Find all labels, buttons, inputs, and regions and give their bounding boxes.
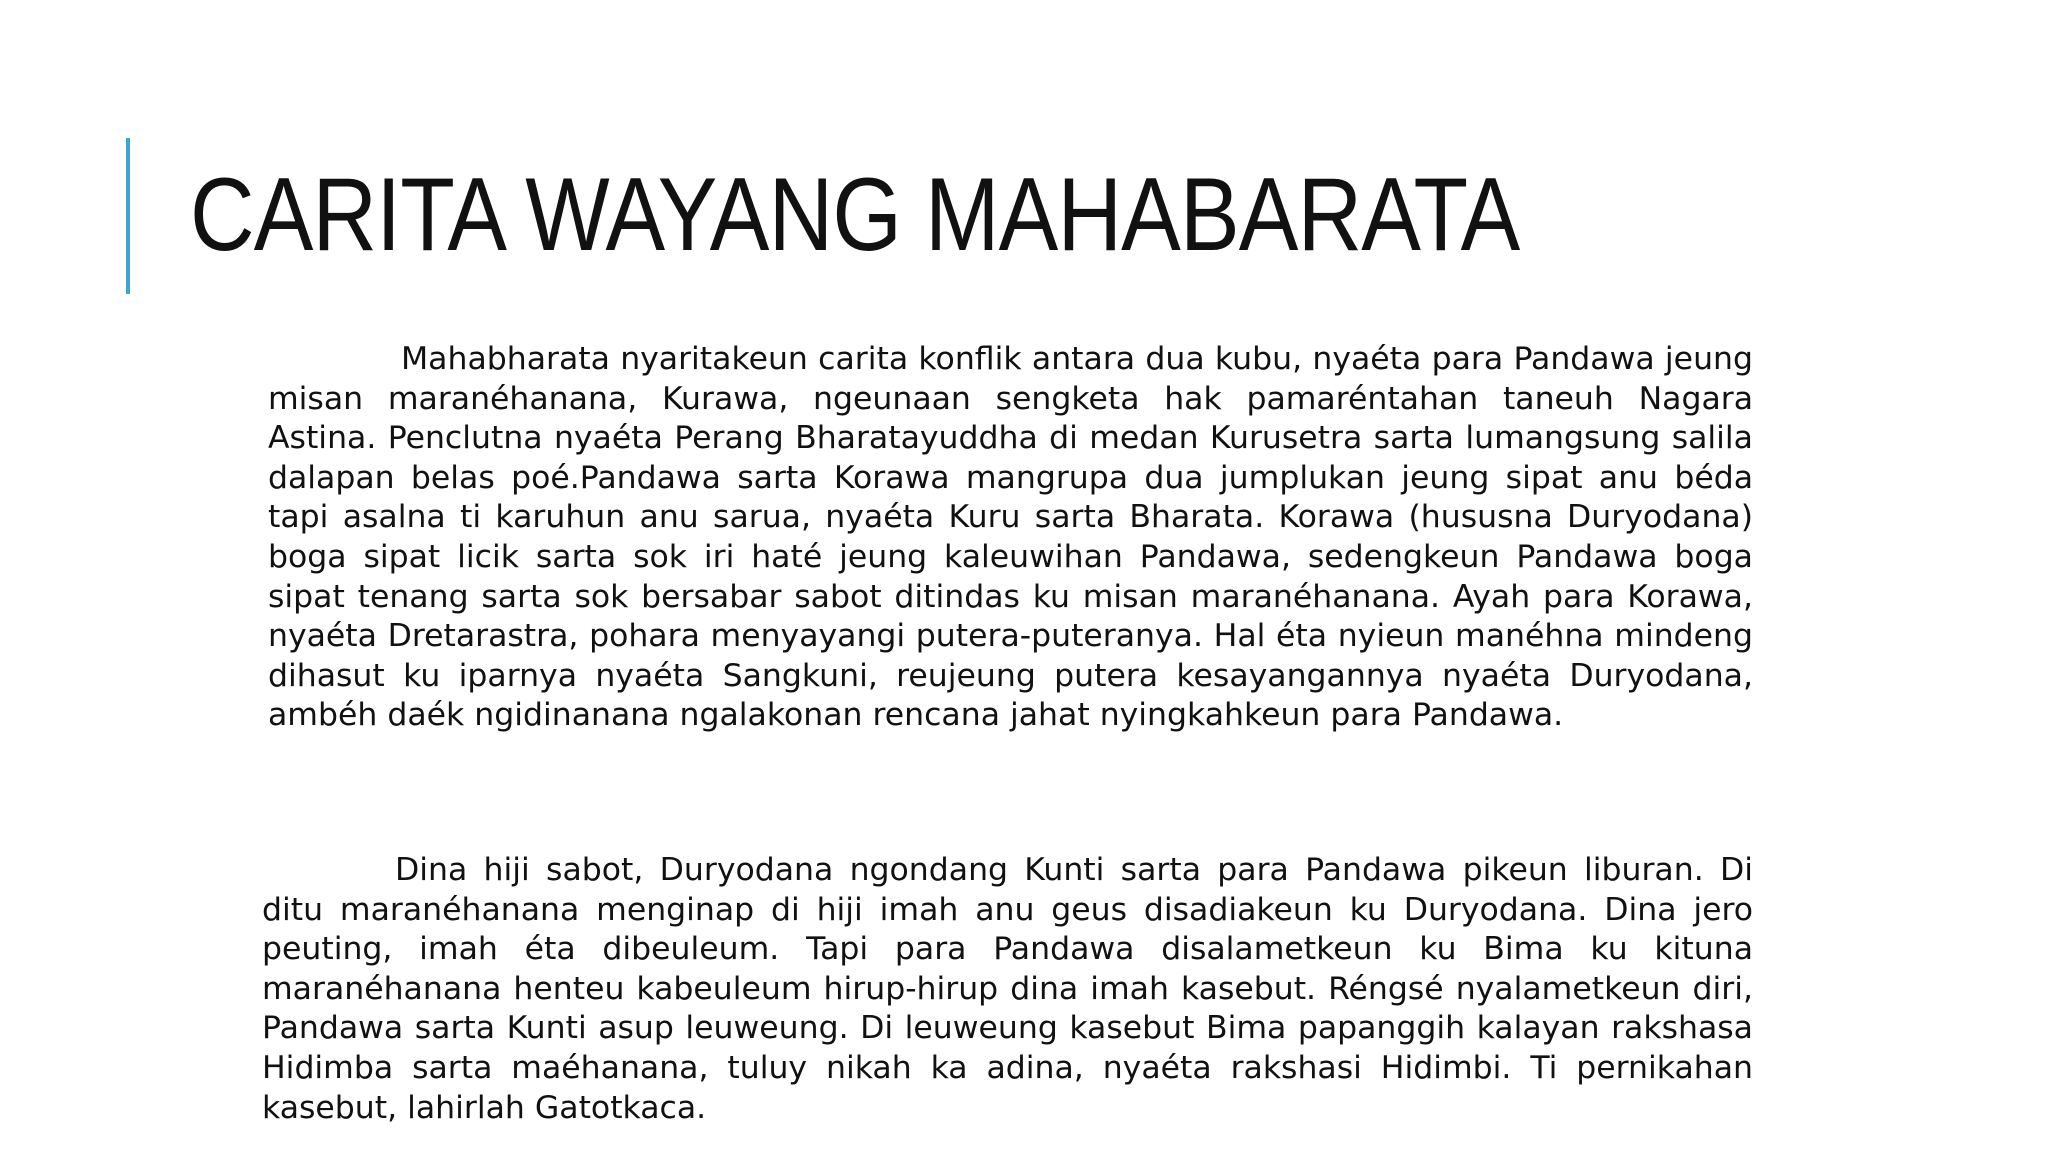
slide-title: CARITA WAYANG MAHABARATA	[190, 157, 1520, 273]
title-accent-bar	[126, 138, 130, 294]
body-paragraph-2: Dina hiji sabot, Duryodana ngondang Kunti sarta para Pandawa pikeun liburan. Di ditu maranéhanana menginap di hiji imah anu geus disadiakeun ku Duryodana. Dina jero peuting, imah éta dibeuleum. Tapi para Pandawa disalametkeun ku Bima ku kituna maranéhanana henteu kabeuleum hirup-hirup dina imah kasebut. Réngsé nyalametkeun diri, Pandawa sarta Kunti asup leuweung. Di leuweung kasebut Bima papanggih kalayan rakshasa Hidimba sarta maéhanana, tuluy nikah ka adina, nyaéta rakshasi Hidimbi. Ti pernikahan kasebut, lahirlah Gatotkaca.	[262, 852, 1753, 1126]
body-paragraph-1: Mahabharata nyaritakeun carita konflik antara dua kubu, nyaéta para Pandawa jeung misan maranéhanana, Kurawa, ngeunaan sengketa hak pamaréntahan taneuh Nagara Astina. Penclutna nyaéta Perang Bharatayuddha di medan Kurusetra sarta lumangsung salila dalapan belas poé.Pandawa sarta Korawa mangrupa dua jumplukan jeung sipat anu béda tapi asalna ti karuhun anu sarua, nyaéta Kuru sarta Bharata. Korawa (hususna Duryodana) boga sipat licik sarta sok iri haté jeung kaleuwihan Pandawa, sedengkeun Pandawa boga sipat tenang sarta sok bersabar sabot ditindas ku misan maranéhanana. Ayah para Korawa, nyaéta Dretarastra, pohara menyayangi putera-puteranya. Hal éta nyieun manéhna mindeng dihasut ku iparnya nyaéta Sangkuni, reujeung putera kesayangannya nyaéta Duryodana, ambéh daék ngidinanana ngalakonan rencana jahat nyingkahkeun para Pandawa.	[268, 341, 1753, 734]
